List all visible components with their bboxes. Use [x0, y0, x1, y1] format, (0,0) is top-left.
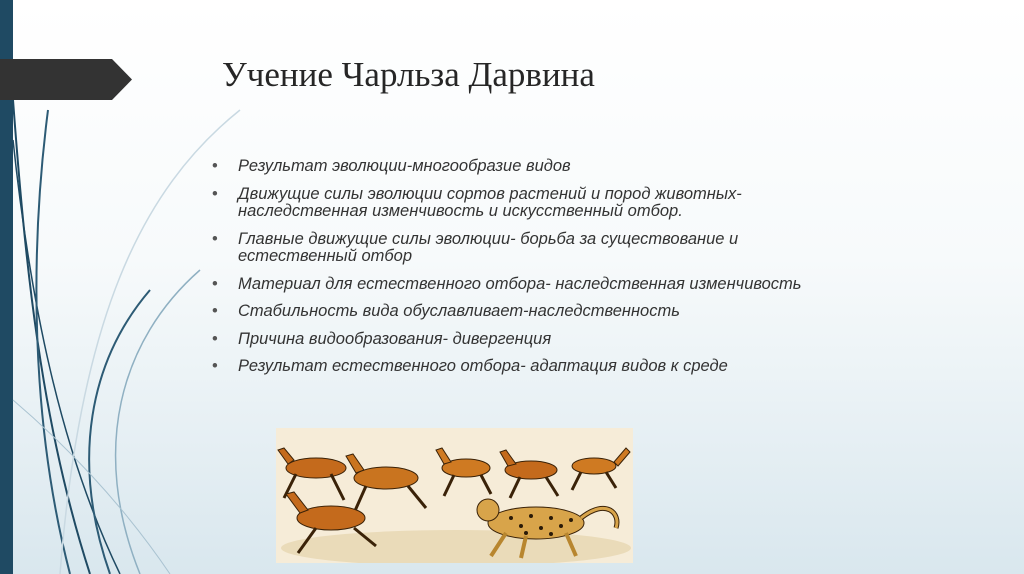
title-arrow-tab [0, 59, 132, 100]
cheetah-gazelles-image [276, 428, 633, 563]
slide-title: Учение Чарльза Дарвина [222, 55, 595, 94]
bullet-item: • Движущие силы эволюции сортов растений и пород животных- наследственная изменчивость и искусственный отбор. [212, 184, 742, 220]
bullet-item: • Главные движущие силы эволюции- борьба за существование и естественный отбор [212, 229, 739, 265]
bullet-list [212, 158, 812, 386]
bullet-item: • Результат эволюции-многообразие видов [212, 157, 571, 175]
bullet-dot-icon: • [212, 329, 218, 348]
bullet-dot-icon: • [212, 229, 218, 248]
bullet-dot-icon: • [212, 274, 218, 293]
bullet-dot-icon: • [212, 157, 218, 175]
bullet-item: • Результат естественного отбора- адаптация видов к среде [212, 357, 728, 375]
bullet-dot-icon: • [212, 302, 218, 320]
bullet-dot-icon: • [212, 357, 218, 375]
cheetah-hunting-gazelles-illustration [276, 428, 633, 563]
bullet-item: • Стабильность вида обуславливает-наследственность [212, 302, 680, 320]
bullet-item: • Материал для естественного отбора- наследственная изменчивость [212, 274, 802, 293]
bullet-item: • Причина видообразования- дивергенция [212, 329, 552, 348]
bullet-dot-icon: • [212, 184, 218, 203]
